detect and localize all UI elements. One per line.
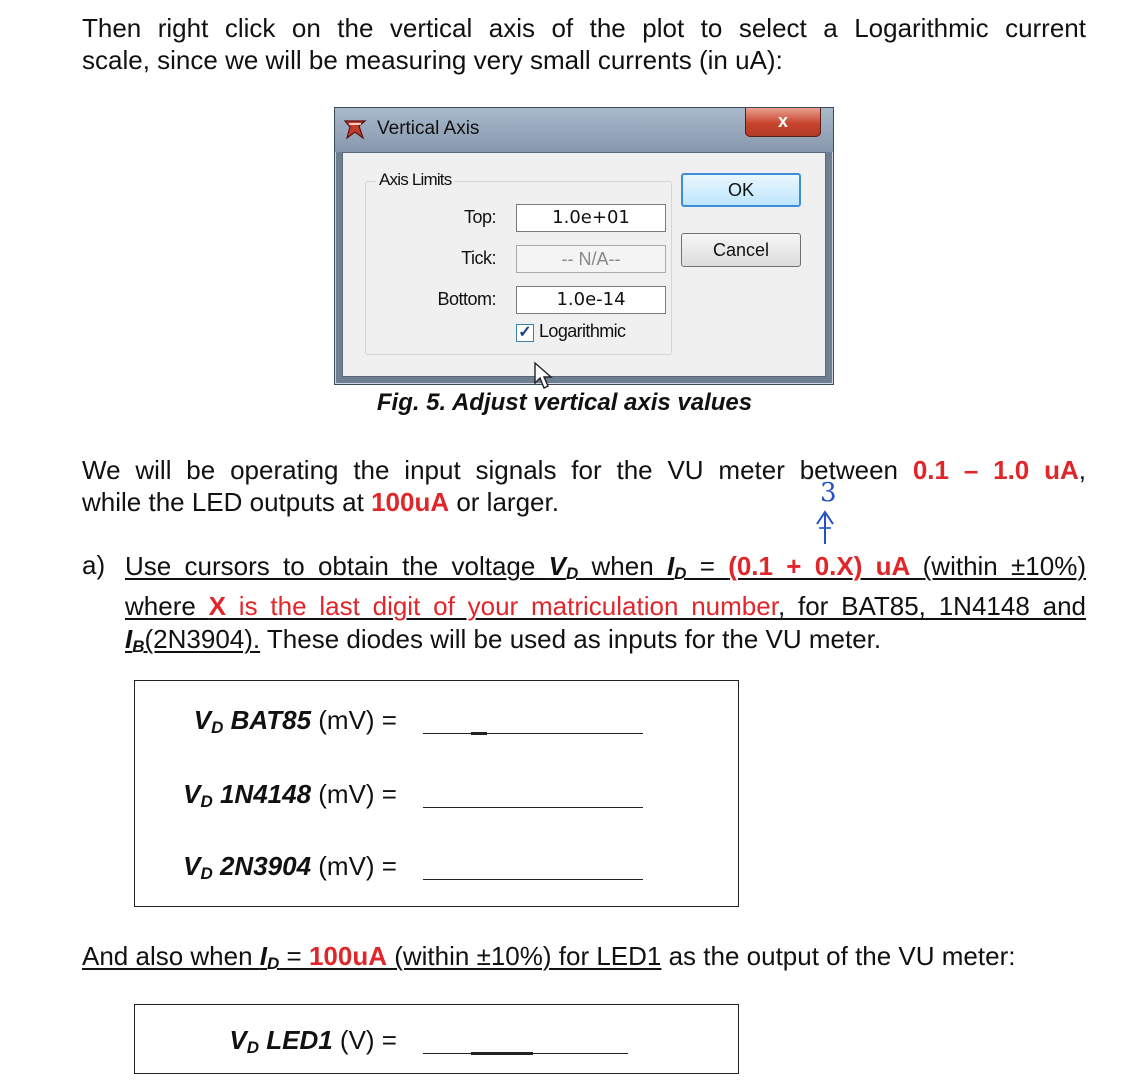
answer-box-led [134, 1004, 739, 1074]
para3: And also when $I_D = 100uA$ (within ±10%) for LED1 as the output of the VU meter: [82, 941, 1016, 973]
close-icon: x [777, 111, 788, 131]
bottom-input[interactable]: 1.0e-14 [516, 286, 666, 314]
top-label: Top: [463, 207, 496, 227]
row-led1-label: $V_D$ LED1 (V) = [229, 1025, 397, 1057]
item-a-text: Use cursors to obtain the voltage $V_D$ when $I_D = (0.1 + 0.X)$ uA (within ±10%) where X is the last digit of your matriculation number, for BAT85, 1N4148 and $I_B(2N3904)$. These diodes will be used as inputs for the VU meter. [125, 551, 1087, 656]
handwritten-note: 3 [820, 478, 837, 508]
2n3904-answer-field[interactable] [423, 855, 643, 880]
input-range-highlight: 0.1 – 1.0 uA [912, 455, 1079, 485]
bottom-label: Bottom: [437, 289, 496, 309]
row-2n3904-label: $V_D$ 2N3904 (mV) = [183, 851, 397, 883]
intro-line-2: scale, since we will be measuring very small currents (in uA): [82, 45, 783, 75]
para2-line-1: We will be operating the input signals for the VU meter between 0.1 – 1.0 uA, [82, 455, 1086, 485]
answer-box-diodes [134, 680, 739, 907]
close-button[interactable] [745, 108, 821, 137]
row-1n4148-label: $V_D$ 1N4148 (mV) = [183, 779, 397, 811]
intro-line-1: Then right click on the vertical axis of the plot to select a Logarithmic current [82, 13, 1086, 43]
logarithmic-label: Logarithmic [539, 321, 626, 341]
1n4148-answer-field[interactable] [423, 783, 643, 808]
app-icon [343, 118, 367, 140]
dialog-title: Vertical Axis [377, 118, 480, 139]
logarithmic-checkbox[interactable] [516, 324, 534, 342]
check-icon: ✓ [518, 324, 532, 341]
vertical-axis-dialog [334, 107, 834, 385]
axis-limits-label: Axis Limits [376, 170, 454, 190]
dialog-client [342, 152, 826, 377]
mouse-pointer-icon [533, 361, 555, 391]
cancel-button[interactable]: Cancel [681, 233, 801, 267]
led1-answer-field[interactable] [423, 1029, 628, 1054]
row-bat85-label: $V_D$ BAT85 (mV) = [193, 705, 397, 737]
bat85-answer-field[interactable] [423, 709, 643, 734]
led-current-highlight: 100uA [371, 487, 450, 517]
figure-caption: Fig. 5. Adjust vertical axis values [376, 389, 753, 416]
tick-input[interactable]: -- N/A-- [516, 245, 666, 273]
para2-line-2: while the LED outputs at 100uA or larger. [82, 487, 559, 517]
ok-button[interactable]: OK [681, 173, 801, 207]
handwritten-arrow-icon [810, 508, 840, 546]
item-a-marker: a) [82, 550, 106, 580]
tick-label: Tick: [461, 248, 496, 268]
dialog-titlebar [335, 108, 833, 152]
axis-limits-group [365, 170, 672, 355]
top-input[interactable]: 1.0e+01 [516, 204, 666, 232]
